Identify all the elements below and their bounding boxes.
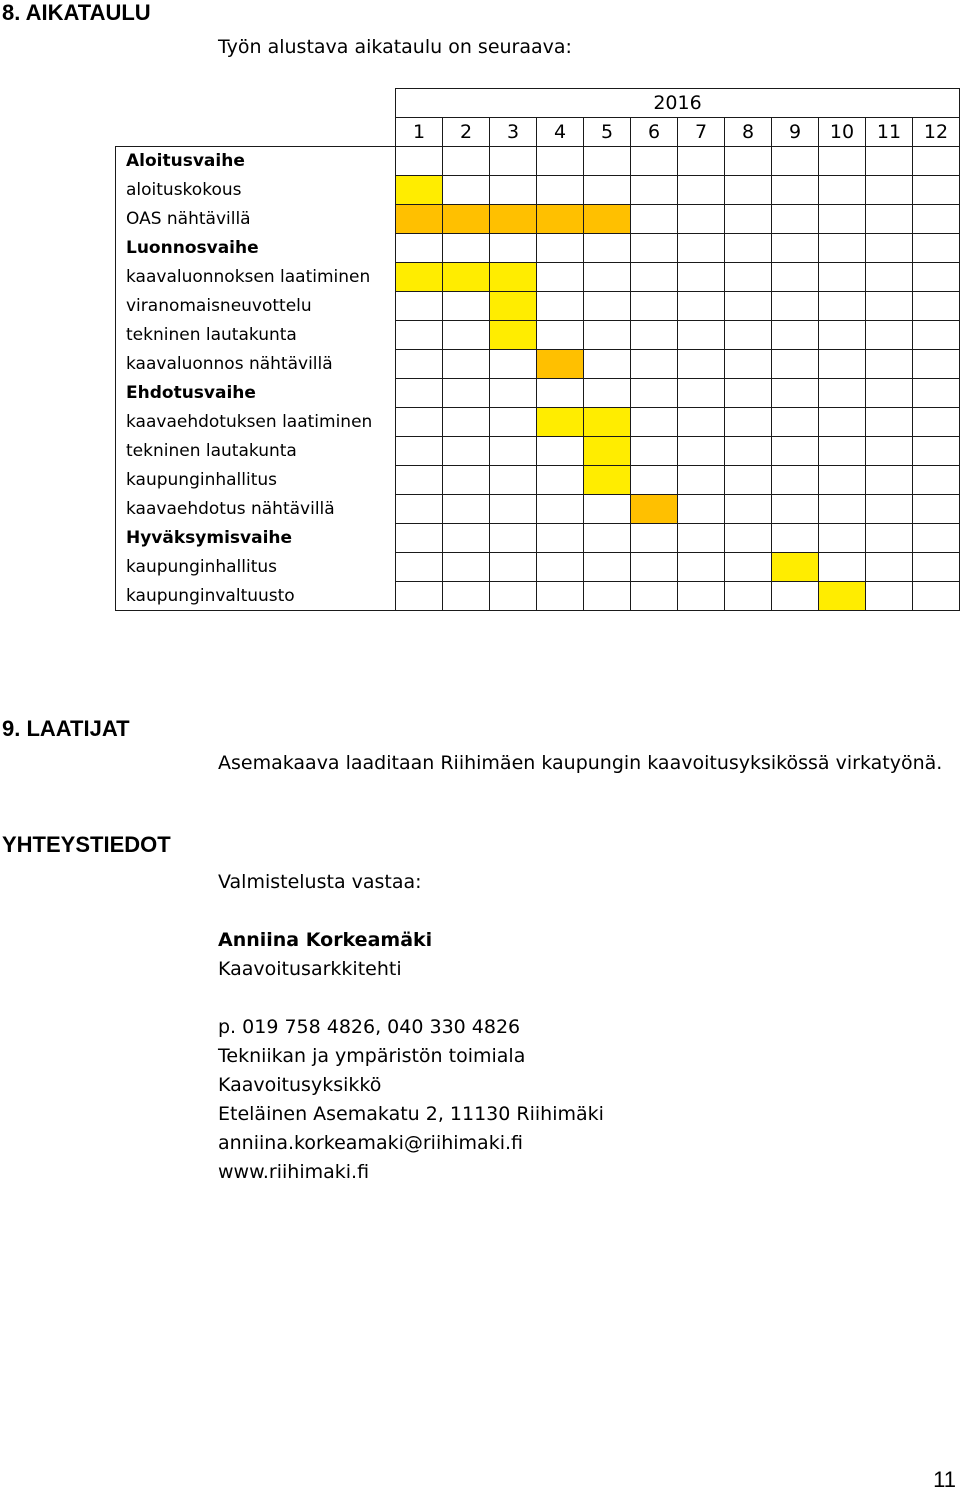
schedule-empty-cell: [866, 263, 913, 292]
schedule-empty-cell: [725, 350, 772, 379]
section-8-heading: 8. AIKATAULU: [2, 0, 151, 25]
schedule-empty-cell: [819, 292, 866, 321]
schedule-bar-cell: [584, 437, 631, 466]
schedule-empty-cell: [819, 437, 866, 466]
schedule-empty-cell: [396, 292, 443, 321]
schedule-empty-cell: [772, 234, 819, 263]
phase-label: Hyväksymisvaihe: [116, 524, 396, 553]
month-header: 4: [537, 118, 584, 147]
schedule-empty-cell: [725, 292, 772, 321]
schedule-empty-cell: [584, 350, 631, 379]
schedule-empty-cell: [913, 524, 960, 553]
schedule-empty-cell: [819, 263, 866, 292]
schedule-empty-cell: [819, 350, 866, 379]
schedule-empty-cell: [396, 408, 443, 437]
schedule-bar-cell: [584, 466, 631, 495]
contact-address: Eteläinen Asemakatu 2, 11130 Riihimäki: [218, 1103, 604, 1125]
month-header: 10: [819, 118, 866, 147]
month-header: 5: [584, 118, 631, 147]
phase-label: Ehdotusvaihe: [116, 379, 396, 408]
schedule-row: [116, 466, 960, 495]
schedule-empty-cell: [631, 292, 678, 321]
schedule-empty-cell: [537, 176, 584, 205]
schedule-intro-text: Työn alustava aikataulu on seuraava:: [218, 36, 572, 58]
schedule-row: [116, 437, 960, 466]
schedule-empty-cell: [443, 379, 490, 408]
schedule-row: [116, 147, 960, 176]
schedule-empty-cell: [772, 495, 819, 524]
schedule-empty-cell: [913, 466, 960, 495]
schedule-empty-cell: [584, 495, 631, 524]
schedule-empty-cell: [725, 582, 772, 611]
schedule-empty-cell: [396, 234, 443, 263]
task-label: kaavaluonnoksen laatiminen: [116, 263, 396, 292]
schedule-empty-cell: [913, 234, 960, 263]
contact-email-link[interactable]: anniina.korkeamaki@riihimaki.fi: [218, 1132, 523, 1154]
schedule-bar-cell: [537, 350, 584, 379]
task-label: viranomaisneuvottelu: [116, 292, 396, 321]
task-label: OAS nähtävillä: [116, 205, 396, 234]
schedule-empty-cell: [678, 350, 725, 379]
schedule-empty-cell: [866, 176, 913, 205]
schedule-empty-cell: [819, 234, 866, 263]
schedule-empty-cell: [396, 582, 443, 611]
month-header: 2: [443, 118, 490, 147]
schedule-empty-cell: [584, 379, 631, 408]
month-header: 11: [866, 118, 913, 147]
schedule-empty-cell: [537, 582, 584, 611]
schedule-empty-cell: [537, 263, 584, 292]
schedule-empty-cell: [725, 437, 772, 466]
schedule-row: [116, 350, 960, 379]
schedule-empty-cell: [819, 408, 866, 437]
schedule-empty-cell: [725, 379, 772, 408]
schedule-empty-cell: [866, 205, 913, 234]
schedule-empty-cell: [772, 263, 819, 292]
schedule-empty-cell: [819, 321, 866, 350]
schedule-empty-cell: [443, 147, 490, 176]
contact-title: Kaavoitusarkkitehti: [218, 958, 402, 980]
schedule-row: [116, 524, 960, 553]
schedule-empty-cell: [584, 292, 631, 321]
schedule-empty-cell: [490, 379, 537, 408]
schedule-empty-cell: [913, 408, 960, 437]
contact-website-link[interactable]: www.riihimaki.fi: [218, 1161, 370, 1183]
contact-department: Tekniikan ja ympäristön toimiala: [218, 1045, 526, 1067]
schedule-table: [115, 88, 960, 611]
schedule-empty-cell: [866, 408, 913, 437]
schedule-empty-cell: [584, 321, 631, 350]
schedule-row: [116, 292, 960, 321]
year-header: 2016: [396, 89, 960, 118]
schedule-empty-cell: [537, 437, 584, 466]
schedule-empty-cell: [490, 147, 537, 176]
schedule-bar-cell: [490, 205, 537, 234]
schedule-empty-cell: [631, 379, 678, 408]
schedule-empty-cell: [443, 524, 490, 553]
schedule-empty-cell: [866, 495, 913, 524]
schedule-empty-cell: [913, 292, 960, 321]
schedule-empty-cell: [772, 321, 819, 350]
schedule-empty-cell: [678, 292, 725, 321]
schedule-empty-cell: [396, 321, 443, 350]
schedule-empty-cell: [913, 350, 960, 379]
schedule-bar-cell: [443, 205, 490, 234]
task-label: kaavaehdotuksen laatiminen: [116, 408, 396, 437]
schedule-empty-cell: [443, 292, 490, 321]
schedule-empty-cell: [584, 553, 631, 582]
schedule-empty-cell: [678, 205, 725, 234]
schedule-empty-cell: [490, 408, 537, 437]
schedule-bar-cell: [443, 263, 490, 292]
schedule-empty-cell: [913, 147, 960, 176]
schedule-empty-cell: [866, 350, 913, 379]
schedule-empty-cell: [819, 524, 866, 553]
schedule-empty-cell: [866, 234, 913, 263]
schedule-row: [116, 553, 960, 582]
schedule-empty-cell: [913, 176, 960, 205]
schedule-row: [116, 408, 960, 437]
task-label: kaavaluonnos nähtävillä: [116, 350, 396, 379]
month-header: 6: [631, 118, 678, 147]
schedule-empty-cell: [678, 408, 725, 437]
schedule-empty-cell: [772, 292, 819, 321]
schedule-empty-cell: [631, 408, 678, 437]
schedule-empty-cell: [725, 495, 772, 524]
schedule-row: [116, 176, 960, 205]
schedule-empty-cell: [396, 437, 443, 466]
schedule-empty-cell: [772, 408, 819, 437]
schedule-empty-cell: [443, 408, 490, 437]
month-header-row: [116, 118, 960, 147]
schedule-empty-cell: [913, 553, 960, 582]
schedule-empty-cell: [678, 147, 725, 176]
schedule-empty-cell: [866, 437, 913, 466]
schedule-empty-cell: [913, 582, 960, 611]
schedule-empty-cell: [490, 234, 537, 263]
schedule-empty-cell: [866, 379, 913, 408]
schedule-empty-cell: [772, 176, 819, 205]
schedule-empty-cell: [631, 147, 678, 176]
contact-block: [218, 868, 604, 1187]
schedule-row: [116, 234, 960, 263]
schedule-empty-cell: [443, 466, 490, 495]
schedule-empty-cell: [443, 495, 490, 524]
schedule-empty-cell: [678, 263, 725, 292]
month-header: 7: [678, 118, 725, 147]
task-label: aloituskokous: [116, 176, 396, 205]
schedule-empty-cell: [631, 553, 678, 582]
month-header: 3: [490, 118, 537, 147]
schedule-bar-cell: [490, 292, 537, 321]
schedule-bar-cell: [490, 263, 537, 292]
schedule-empty-cell: [537, 466, 584, 495]
task-label: kaupunginhallitus: [116, 466, 396, 495]
schedule-empty-cell: [772, 147, 819, 176]
schedule-empty-cell: [819, 205, 866, 234]
schedule-empty-cell: [396, 495, 443, 524]
schedule-empty-cell: [490, 437, 537, 466]
schedule-empty-cell: [443, 321, 490, 350]
schedule-empty-cell: [678, 176, 725, 205]
schedule-empty-cell: [866, 553, 913, 582]
schedule-empty-cell: [537, 379, 584, 408]
contact-phone: p. 019 758 4826, 040 330 4826: [218, 1016, 521, 1038]
schedule-empty-cell: [772, 205, 819, 234]
schedule-empty-cell: [631, 234, 678, 263]
schedule-empty-cell: [913, 263, 960, 292]
schedule-empty-cell: [819, 176, 866, 205]
task-label: kaavaehdotus nähtävillä: [116, 495, 396, 524]
schedule-empty-cell: [678, 495, 725, 524]
schedule-empty-cell: [396, 147, 443, 176]
schedule-row: [116, 205, 960, 234]
schedule-bar-cell: [819, 582, 866, 611]
schedule-empty-cell: [913, 437, 960, 466]
schedule-empty-cell: [490, 466, 537, 495]
schedule-bar-cell: [631, 495, 678, 524]
schedule-row: [116, 321, 960, 350]
schedule-empty-cell: [913, 495, 960, 524]
task-label: tekninen lautakunta: [116, 321, 396, 350]
schedule-empty-cell: [772, 582, 819, 611]
schedule-empty-cell: [725, 321, 772, 350]
schedule-bar-cell: [537, 205, 584, 234]
schedule-empty-cell: [631, 205, 678, 234]
schedule-empty-cell: [443, 176, 490, 205]
schedule-row: [116, 263, 960, 292]
schedule-empty-cell: [913, 321, 960, 350]
schedule-row: [116, 582, 960, 611]
schedule-empty-cell: [725, 205, 772, 234]
contact-heading: YHTEYSTIEDOT: [2, 832, 171, 857]
schedule-empty-cell: [819, 495, 866, 524]
schedule-empty-cell: [866, 321, 913, 350]
schedule-empty-cell: [537, 234, 584, 263]
table-corner: [116, 118, 396, 147]
schedule-empty-cell: [631, 466, 678, 495]
schedule-empty-cell: [772, 350, 819, 379]
schedule-empty-cell: [537, 524, 584, 553]
contact-unit: Kaavoitusyksikkö: [218, 1074, 382, 1096]
schedule-empty-cell: [866, 147, 913, 176]
task-label: kaupunginhallitus: [116, 553, 396, 582]
schedule-empty-cell: [396, 553, 443, 582]
schedule-empty-cell: [396, 379, 443, 408]
schedule-empty-cell: [819, 553, 866, 582]
schedule-empty-cell: [443, 350, 490, 379]
schedule-empty-cell: [537, 292, 584, 321]
schedule-empty-cell: [678, 553, 725, 582]
schedule-empty-cell: [631, 582, 678, 611]
schedule-empty-cell: [490, 176, 537, 205]
authors-text: Asemakaava laaditaan Riihimäen kaupungin kaavoitusyksikössä virkatyönä.: [218, 752, 943, 774]
schedule-empty-cell: [819, 147, 866, 176]
schedule-empty-cell: [913, 205, 960, 234]
schedule-empty-cell: [584, 524, 631, 553]
schedule-empty-cell: [866, 466, 913, 495]
schedule-empty-cell: [490, 350, 537, 379]
schedule-empty-cell: [866, 582, 913, 611]
schedule-empty-cell: [725, 147, 772, 176]
schedule-empty-cell: [537, 553, 584, 582]
contact-name: Anniina Korkeamäki: [218, 929, 433, 951]
schedule-empty-cell: [772, 379, 819, 408]
schedule-empty-cell: [819, 379, 866, 408]
schedule-empty-cell: [678, 321, 725, 350]
month-header: 9: [772, 118, 819, 147]
schedule-empty-cell: [725, 176, 772, 205]
section-9-heading: 9. LAATIJAT: [2, 716, 130, 741]
schedule-empty-cell: [584, 263, 631, 292]
schedule-empty-cell: [396, 466, 443, 495]
schedule-bar-cell: [772, 553, 819, 582]
page-number: 11: [933, 1467, 956, 1492]
table-corner: [116, 89, 396, 118]
schedule-empty-cell: [913, 379, 960, 408]
month-header: 1: [396, 118, 443, 147]
schedule-empty-cell: [725, 234, 772, 263]
schedule-empty-cell: [490, 495, 537, 524]
schedule-empty-cell: [584, 147, 631, 176]
schedule-empty-cell: [631, 437, 678, 466]
schedule-bar-cell: [490, 321, 537, 350]
schedule-empty-cell: [537, 495, 584, 524]
schedule-empty-cell: [725, 524, 772, 553]
schedule-row: [116, 379, 960, 408]
schedule-empty-cell: [490, 524, 537, 553]
schedule-empty-cell: [537, 321, 584, 350]
phase-label: Luonnosvaihe: [116, 234, 396, 263]
schedule-empty-cell: [819, 466, 866, 495]
schedule-empty-cell: [490, 553, 537, 582]
schedule-empty-cell: [443, 234, 490, 263]
schedule-bar-cell: [396, 205, 443, 234]
schedule-empty-cell: [866, 524, 913, 553]
schedule-bar-cell: [396, 263, 443, 292]
schedule-empty-cell: [490, 582, 537, 611]
schedule-row: [116, 495, 960, 524]
task-label: kaupunginvaltuusto: [116, 582, 396, 611]
schedule-empty-cell: [678, 437, 725, 466]
schedule-bar-cell: [537, 408, 584, 437]
schedule-empty-cell: [772, 437, 819, 466]
schedule-empty-cell: [678, 524, 725, 553]
schedule-empty-cell: [678, 234, 725, 263]
schedule-empty-cell: [772, 466, 819, 495]
schedule-empty-cell: [725, 408, 772, 437]
schedule-empty-cell: [396, 350, 443, 379]
schedule-empty-cell: [631, 350, 678, 379]
schedule-empty-cell: [443, 582, 490, 611]
schedule-empty-cell: [631, 321, 678, 350]
schedule-bar-cell: [584, 408, 631, 437]
phase-label: Aloitusvaihe: [116, 147, 396, 176]
month-header: 8: [725, 118, 772, 147]
schedule-empty-cell: [678, 466, 725, 495]
schedule-empty-cell: [631, 176, 678, 205]
schedule-empty-cell: [631, 524, 678, 553]
task-label: tekninen lautakunta: [116, 437, 396, 466]
prepared-by-label: Valmistelusta vastaa:: [218, 871, 422, 893]
schedule-bar-cell: [584, 205, 631, 234]
year-header-row: [116, 89, 960, 118]
schedule-empty-cell: [866, 292, 913, 321]
schedule-empty-cell: [725, 553, 772, 582]
schedule-empty-cell: [725, 263, 772, 292]
schedule-empty-cell: [772, 524, 819, 553]
schedule-bar-cell: [396, 176, 443, 205]
schedule-empty-cell: [443, 437, 490, 466]
schedule-empty-cell: [725, 466, 772, 495]
schedule-empty-cell: [584, 176, 631, 205]
schedule-empty-cell: [584, 582, 631, 611]
month-header: 12: [913, 118, 960, 147]
schedule-empty-cell: [584, 234, 631, 263]
schedule-empty-cell: [631, 263, 678, 292]
schedule-empty-cell: [396, 524, 443, 553]
schedule-empty-cell: [443, 553, 490, 582]
schedule-empty-cell: [537, 147, 584, 176]
schedule-empty-cell: [678, 582, 725, 611]
schedule-empty-cell: [678, 379, 725, 408]
